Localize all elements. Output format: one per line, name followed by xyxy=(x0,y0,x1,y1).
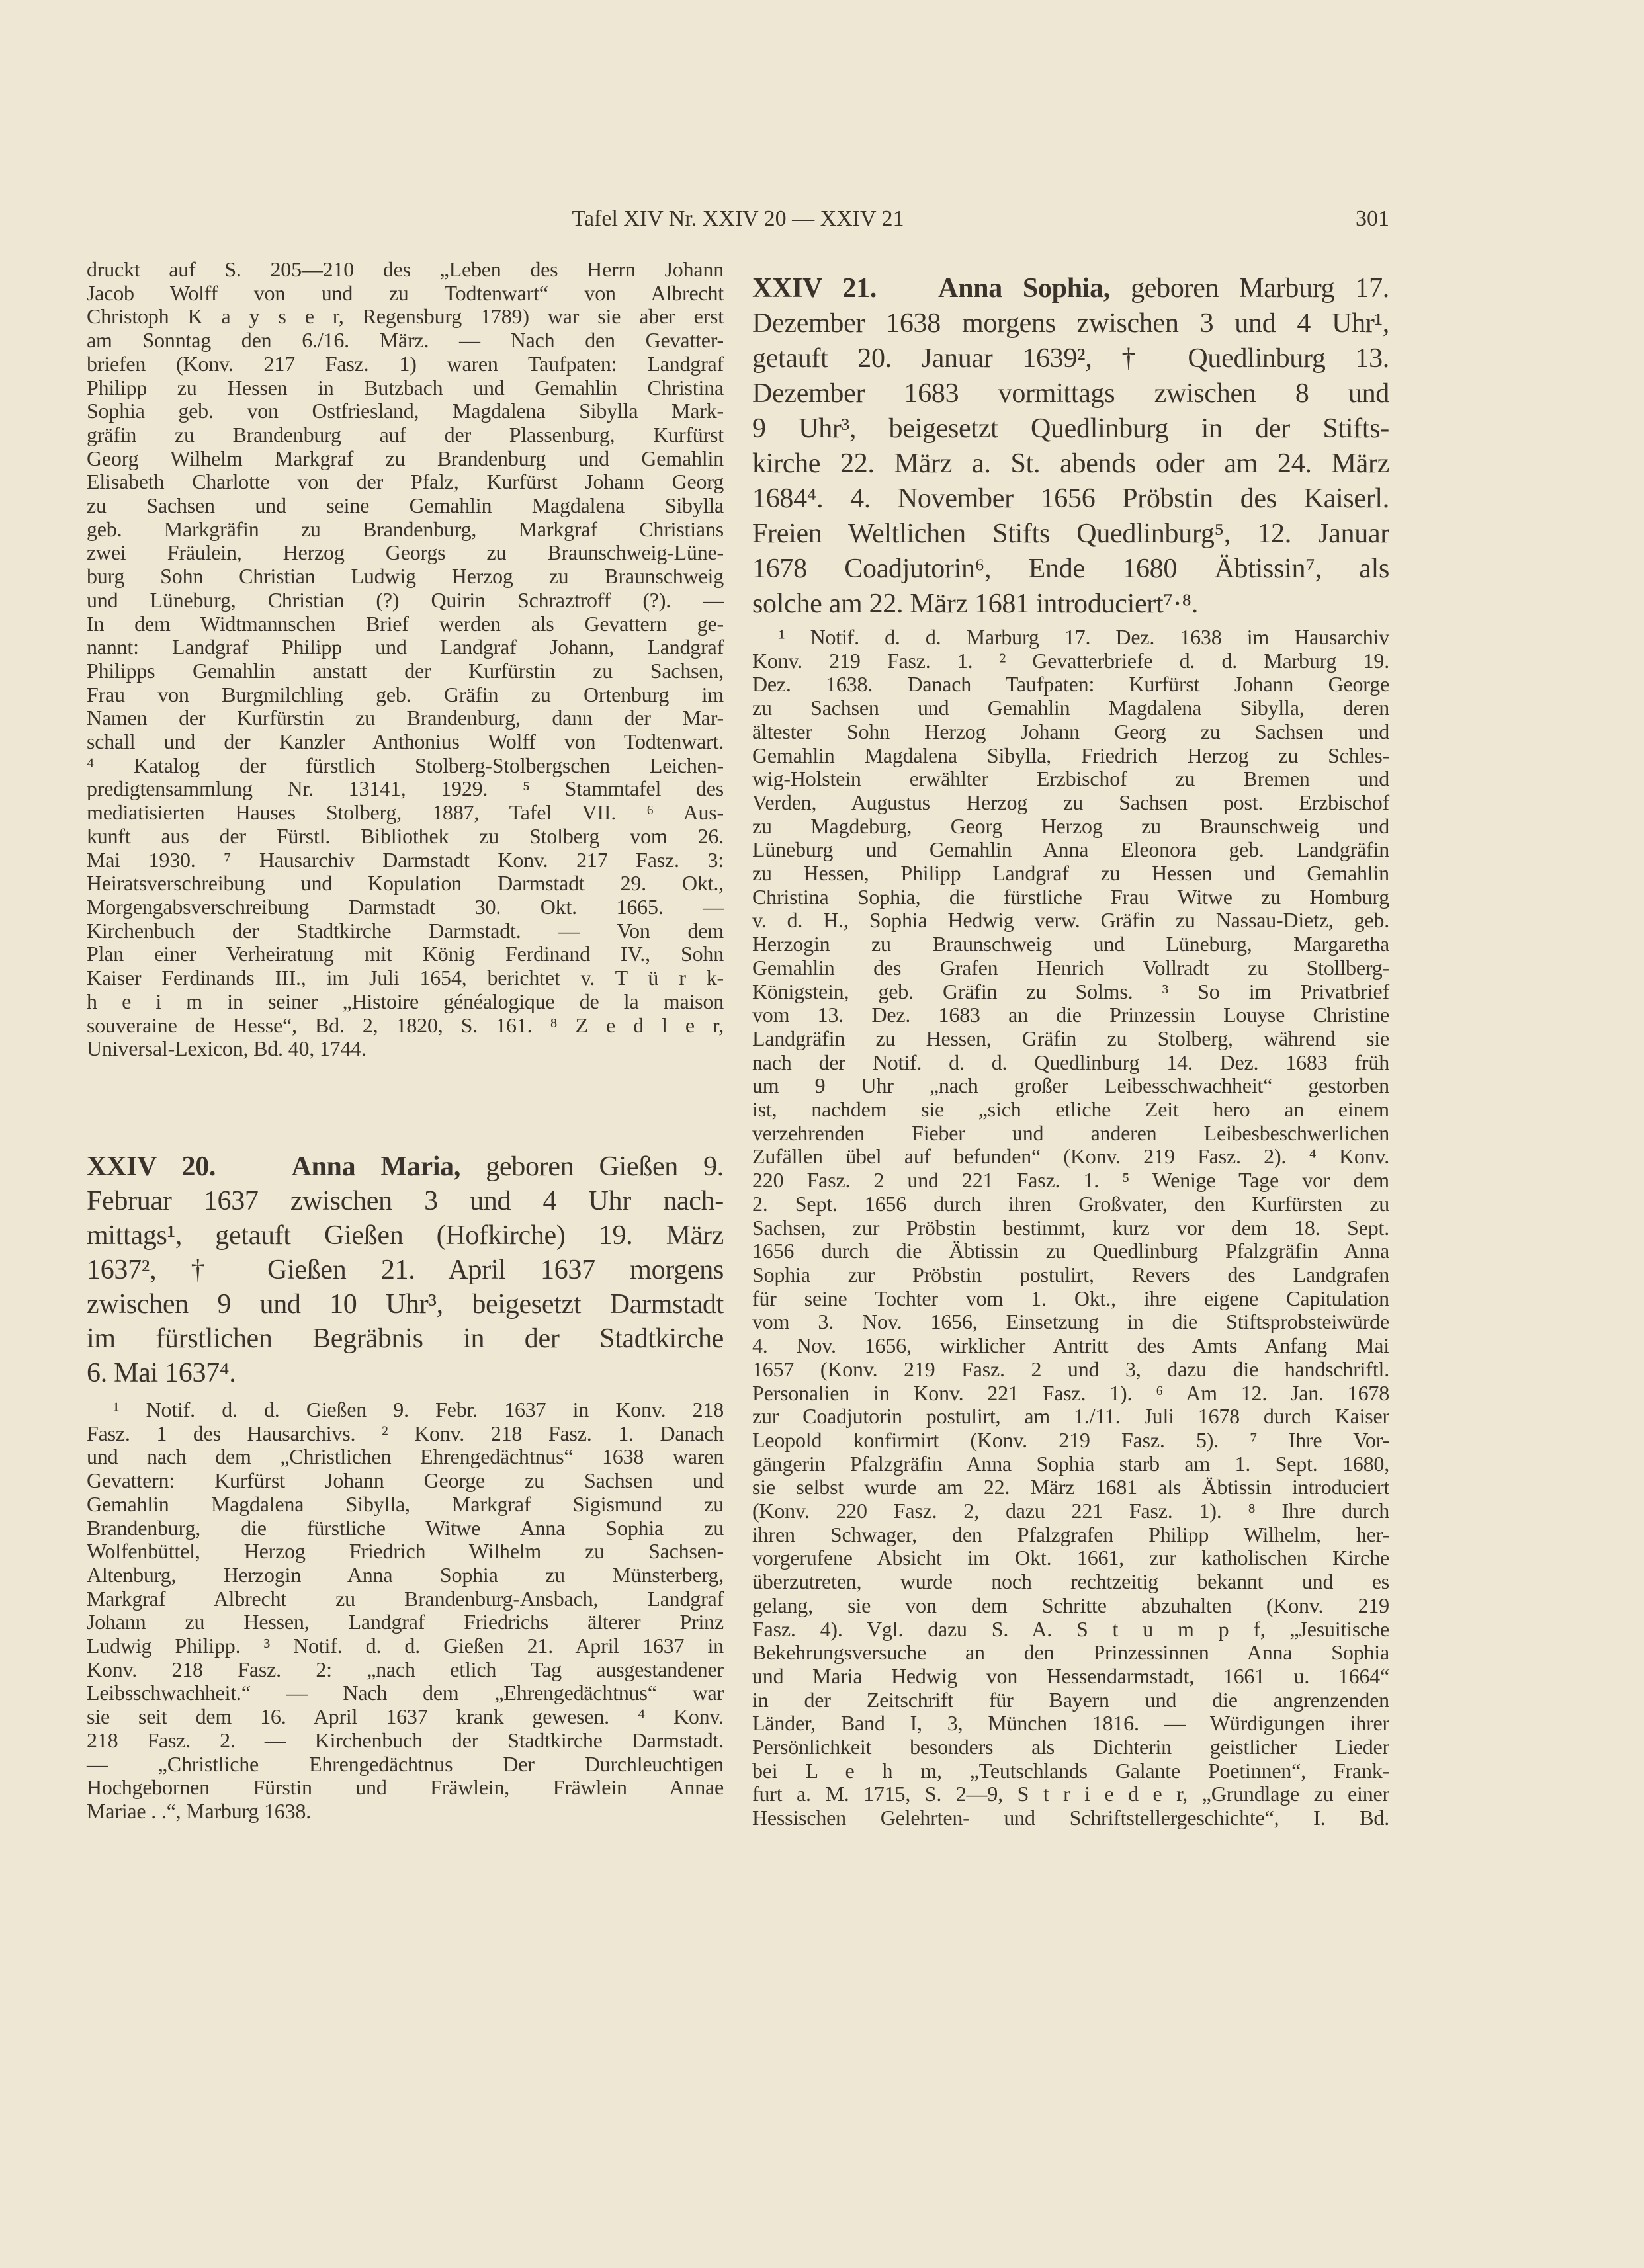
text-line: Fasz. 1 des Hausarchivs. ² Konv. 218 Fasz. 1. Danach xyxy=(87,1421,724,1445)
text-line: Plan einer Verheiratung mit König Ferdinand IV., Sohn xyxy=(87,942,724,966)
entry-xxiv-20 xyxy=(87,1150,724,1390)
text-line: gräfin zu Brandenburg auf der Plassenburg, Kurfürst xyxy=(87,422,724,446)
text-line: kunft aus der Fürstl. Bibliothek zu Stolberg vom 26. xyxy=(87,823,724,848)
text-line: gängerin Pfalzgräfin Anna Sophia starb am 1. Sept. 1680, xyxy=(752,1451,1389,1476)
text-line: ältester Sohn Herzog Johann Georg zu Sachsen und xyxy=(752,719,1389,743)
text-line: und Lüneburg, Christian (?) Quirin Schraztroff (?). — xyxy=(87,587,724,612)
text-line: sie seit dem 16. April 1637 krank gewesen. ⁴ Konv. xyxy=(87,1704,724,1729)
text-line: 218 Fasz. 2. — Kirchenbuch der Stadtkirche Darmstadt. xyxy=(87,1728,724,1752)
text-line: h e i m in seiner „Histoire généalogique de la maison xyxy=(87,989,724,1013)
text-line: Georg Wilhelm Markgraf zu Brandenburg und Gemahlin xyxy=(87,446,724,470)
text-line: Leopold konfirmirt (Konv. 219 Fasz. 5). ⁷ Ihre Vor- xyxy=(752,1427,1389,1452)
text-line: zu Sachsen und seine Gemahlin Magdalena Sibylla xyxy=(87,493,724,518)
text-line: Mariae . .“, Marburg 1638. xyxy=(87,1798,312,1823)
text-line: 1656 durch die Äbtissin zu Quedlinburg Pfalzgräfin Anna xyxy=(752,1239,1389,1263)
text-line: verzehrenden Fieber und anderen Leibesbeschwerlichen xyxy=(752,1120,1389,1145)
text-line: Konv. 219 Fasz. 1. ² Gevatterbriefe d. d. Marburg 19. xyxy=(752,648,1389,673)
text-line: Lüneburg und Gemahlin Anna Eleonora geb. Landgräfin xyxy=(752,837,1389,862)
entry-name: Anna Maria, xyxy=(291,1152,461,1182)
text-line: Dezember 1638 morgens zwischen 3 und 4 Uhr¹, xyxy=(752,308,1389,339)
text-line: Altenburg, Herzogin Anna Sophia zu Münsterberg, xyxy=(87,1562,724,1587)
text-line: 4. Nov. 1656, wirklicher Antritt des Amts Anfang Mai xyxy=(752,1333,1389,1358)
text-line: 1637², † Gießen 21. April 1637 morgens xyxy=(87,1255,724,1285)
text-line: Leibsschwachheit.“ — Nach dem „Ehrengedächtnus“ war xyxy=(87,1681,724,1705)
text-line: v. d. H., Sophia Hedwig verw. Gräfin zu Nassau-Dietz, geb. xyxy=(752,908,1389,933)
text-line: Länder, Band I, 3, München 1816. — Würdigungen ihrer xyxy=(752,1711,1389,1736)
entry-text: geboren Gießen 9. xyxy=(486,1152,724,1182)
text-line: ¹ Notif. d. d. Gießen 9. Febr. 1637 in Konv. 218 xyxy=(113,1398,724,1421)
text-line: und nach dem „Christlichen Ehrengedächtnus“ 1638 waren xyxy=(87,1445,724,1469)
text-line: Christina Sophia, die fürstliche Frau Witwe zu Homburg xyxy=(752,884,1389,909)
text-line: In dem Widtmannschen Brief werden als Gevattern ge- xyxy=(87,611,724,636)
text-line: ist, nachdem sie „sich etliche Zeit hero an einem xyxy=(752,1097,1389,1122)
text-line: ⁴ Katalog der fürstlich Stolberg-Stolbergschen Leichen- xyxy=(87,753,724,777)
text-line: um 9 Uhr „nach großer Leibesschwachheit“ gestorben xyxy=(752,1073,1389,1098)
text-line: predigtensammlung Nr. 13141, 1929. ⁵ Stammtafel des xyxy=(87,777,724,801)
text-line: mediatisierten Hauses Stolberg, 1887, Tafel VII. ⁶ Aus- xyxy=(87,800,724,825)
text-line: Morgengabsverschreibung Darmstadt 30. Okt. 1665. — xyxy=(87,894,724,919)
text-line: Hessischen Gelehrten- und Schriftstellergeschichte“, I. Bd. xyxy=(752,1806,1389,1830)
text-line: bei L e h m, „Teutschlands Galante Poetinnen“, Frank- xyxy=(752,1758,1389,1783)
text-line: Gevattern: Kurfürst Johann George zu Sachsen und xyxy=(87,1468,724,1493)
text-line: Verden, Augustus Herzog zu Sachsen post. Erzbischof xyxy=(752,790,1389,814)
text-line: vorgerufene Absicht im Okt. 1661, zur katholischen Kirche xyxy=(752,1546,1389,1570)
text-line: Hochgebornen Fürstin und Fräwlein, Fräwlein Annae xyxy=(87,1775,724,1800)
text-line: zwei Fräulein, Herzog Georgs zu Braunschweig-Lüne- xyxy=(87,540,724,565)
footnotes-xxiv-20 xyxy=(87,1398,724,1824)
text-line: Persönlichkeit besonders als Dichterin geistlicher Lieder xyxy=(752,1735,1389,1759)
entry-first-line xyxy=(87,1150,724,1184)
text-line: burg Sohn Christian Ludwig Herzog zu Braunschweig xyxy=(87,564,724,589)
text-line: Gemahlin Magdalena Sibylla, Markgraf Sigismund zu xyxy=(87,1491,724,1516)
text-line: und Maria Hedwig von Hessendarmstadt, 1661 u. 1664“ xyxy=(752,1663,1389,1688)
text-line: getauft 20. Januar 1639², † Quedlinburg 13. xyxy=(752,343,1389,374)
text-line: Konv. 218 Fasz. 2: „nach etlich Tag ausgestandener xyxy=(87,1657,724,1681)
text-line: Frau von Burgmilchling geb. Gräfin zu Ortenburg im xyxy=(87,682,724,706)
text-line: ¹ Notif. d. d. Marburg 17. Dez. 1638 im Hausarchiv xyxy=(779,625,1389,649)
footnotes-xxiv-21 xyxy=(752,626,1389,1830)
text-line: Zufällen übel auf befunden“ (Konv. 219 Fasz. 2). ⁴ Konv. xyxy=(752,1144,1389,1169)
text-line: 1684⁴. 4. November 1656 Pröbstin des Kaiserl. xyxy=(752,483,1389,514)
text-line: schall und der Kanzler Anthonius Wolff von Todtenwart. xyxy=(87,730,724,754)
text-line: Dezember 1683 vormittags zwischen 8 und xyxy=(752,378,1389,409)
text-line: Sophia zur Pröbstin postulirt, Revers des Landgrafen xyxy=(752,1262,1389,1286)
text-line: zur Coadjutorin postulirt, am 1./11. Juli 1678 durch Kaiser xyxy=(752,1404,1389,1429)
text-line: mittags¹, getauft Gießen (Hofkirche) 19. März xyxy=(87,1220,724,1251)
text-line: druckt auf S. 205—210 des „Leben des Herrn Johann xyxy=(87,257,724,281)
text-line: Königstein, geb. Gräfin zu Solms. ³ So im Privatbrief xyxy=(752,979,1389,1003)
running-title: Tafel XIV Nr. XXIV 20 — XXIV 21 xyxy=(572,206,904,231)
text-line: Wolfenbüttel, Herzog Friedrich Wilhelm zu Sachsen- xyxy=(87,1539,724,1564)
text-line: vom 13. Dez. 1683 an die Prinzessin Louyse Christine xyxy=(752,1003,1389,1027)
text-line: ihren Schwager, den Pfalzgrafen Philipp Wilhelm, her- xyxy=(752,1522,1389,1546)
text-line: furt a. M. 1715, S. 2—9, S t r i e d e r, „Grundlage zu einer xyxy=(752,1782,1389,1806)
text-line: — „Christliche Ehrengedächtnus Der Durchleuchtigen xyxy=(87,1751,724,1776)
text-line: zu Hessen, Philipp Landgraf zu Hessen und Gemahlin xyxy=(752,861,1389,886)
text-line: nannt: Landgraf Philipp und Landgraf Johann, Landgraf xyxy=(87,635,724,659)
text-line: am Sonntag den 6./16. März. — Nach den Gevatter- xyxy=(87,328,724,353)
text-line: 1678 Coadjutorin⁶, Ende 1680 Äbtissin⁷, als xyxy=(752,554,1389,584)
text-line: Namen der Kurfürstin zu Brandenburg, dann der Mar- xyxy=(87,706,724,730)
text-line: Ludwig Philipp. ³ Notif. d. d. Gießen 21. April 1637 in xyxy=(87,1634,724,1658)
text-line: 2. Sept. 1656 durch ihren Großvater, den Kurfürsten zu xyxy=(752,1191,1389,1216)
text-line: sie selbst wurde am 22. März 1681 als Äbtissin introduciert xyxy=(752,1475,1389,1499)
text-line: geb. Markgräfin zu Brandenburg, Markgraf Christians xyxy=(87,517,724,541)
text-line: Februar 1637 zwischen 3 und 4 Uhr nach- xyxy=(87,1186,724,1216)
text-line: zu Sachsen und Gemahlin Magdalena Sibylla, deren xyxy=(752,696,1389,720)
text-line: 6. Mai 1637⁴. xyxy=(87,1358,236,1388)
text-line: im fürstlichen Begräbnis in der Stadtkirche xyxy=(87,1323,724,1354)
entry-number: XXIV 21. xyxy=(752,273,877,304)
entry-body xyxy=(752,306,1389,622)
text-line: zwischen 9 und 10 Uhr³, beigesetzt Darmstadt xyxy=(87,1289,724,1320)
text-line: Philipps Gemahlin anstatt der Kurfürstin zu Sachsen, xyxy=(87,658,724,683)
entry-body xyxy=(87,1184,724,1390)
entry-first-line xyxy=(752,271,1389,306)
text-line: für seine Tochter vom 1. Okt., ihre eigene Capitulation xyxy=(752,1286,1389,1310)
text-line: kirche 22. März a. St. abends oder am 24. März xyxy=(752,448,1389,479)
text-line: wig-Holstein erwählter Erzbischof zu Bremen und xyxy=(752,767,1389,791)
text-line: in der Zeitschrift für Bayern und die angrenzenden xyxy=(752,1687,1389,1712)
text-line: Fasz. 4). Vgl. dazu S. A. S t u m p f, „Jesuitische xyxy=(752,1617,1389,1641)
text-line: nach der Notif. d. d. Quedlinburg 14. Dez. 1683 früh xyxy=(752,1050,1389,1074)
text-line: Herzogin zu Braunschweig und Lüneburg, Margaretha xyxy=(752,932,1389,956)
text-line: Gemahlin des Grafen Henrich Vollradt zu Stollberg- xyxy=(752,955,1389,980)
text-line: Freien Weltlichen Stifts Quedlinburg⁵, 12. Januar xyxy=(752,519,1389,549)
page-number: 301 xyxy=(1356,206,1389,231)
text-line: Personalien in Konv. 221 Fasz. 1). ⁶ Am 12. Jan. 1678 xyxy=(752,1380,1389,1405)
text-line: Brandenburg, die fürstliche Witwe Anna Sophia zu xyxy=(87,1515,724,1540)
text-line: 9 Uhr³, beigesetzt Quedlinburg in der Stifts- xyxy=(752,413,1389,444)
entry-number: XXIV 20. xyxy=(87,1152,216,1182)
text-line: Christoph K a y s e r, Regensburg 1789) war sie aber erst xyxy=(87,304,724,329)
text-line: briefen (Konv. 217 Fasz. 1) waren Taufpaten: Landgraf xyxy=(87,351,724,376)
entry-name: Anna Sophia, xyxy=(938,273,1111,304)
entry-xxiv-21 xyxy=(752,271,1389,622)
entry-text: geboren Marburg 17. xyxy=(1131,273,1389,304)
text-line: Sophia geb. von Ostfriesland, Magdalena Sibylla Mark- xyxy=(87,399,724,423)
text-line: Gemahlin Magdalena Sibylla, Friedrich Herzog zu Schles- xyxy=(752,743,1389,767)
text-line: Markgraf Albrecht zu Brandenburg-Ansbach, Landgraf xyxy=(87,1586,724,1611)
text-line: Elisabeth Charlotte von der Pfalz, Kurfürst Johann Georg xyxy=(87,470,724,494)
text-line: Sachsen, zur Pröbstin bestimmt, kurz vor dem 18. Sept. xyxy=(752,1215,1389,1239)
text-line: souveraine de Hesse“, Bd. 2, 1820, S. 161. ⁸ Z e d l e r, xyxy=(87,1013,724,1037)
text-line: Jacob Wolff von und zu Todtenwart“ von Albrecht xyxy=(87,280,724,305)
text-line: Dez. 1638. Danach Taufpaten: Kurfürst Johann George xyxy=(752,672,1389,696)
text-line: gelang, sie von dem Schritte abzuhalten (Konv. 219 xyxy=(752,1593,1389,1617)
text-line: Mai 1930. ⁷ Hausarchiv Darmstadt Konv. 217 Fasz. 3: xyxy=(87,847,724,872)
text-line: Bekehrungsversuche an den Prinzessinnen Anna Sophia xyxy=(752,1640,1389,1665)
text-line: Kirchenbuch der Stadtkirche Darmstadt. — Von dem xyxy=(87,918,724,943)
text-line: Johann zu Hessen, Landgraf Friedrichs älterer Prinz xyxy=(87,1610,724,1634)
text-line: 220 Fasz. 2 und 221 Fasz. 1. ⁵ Wenige Tage vor dem xyxy=(752,1168,1389,1193)
page-header xyxy=(87,206,1389,237)
text-line: solche am 22. März 1681 introduciert⁷·⁸. xyxy=(752,589,1198,619)
text-line: Universal-Lexicon, Bd. 40, 1744. xyxy=(87,1036,367,1061)
text-line: Heiratsverschreibung und Kopulation Darmstadt 29. Okt., xyxy=(87,871,724,896)
text-line: (Konv. 220 Fasz. 2, dazu 221 Fasz. 1). ⁸ Ihre durch xyxy=(752,1499,1389,1523)
text-line: zu Magdeburg, Georg Herzog zu Braunschweig und xyxy=(752,814,1389,838)
text-line: Landgräfin zu Hessen, Gräfin zu Stolberg, während sie xyxy=(752,1026,1389,1050)
text-line: Kaiser Ferdinands III., im Juli 1654, berichtet v. T ü r k- xyxy=(87,966,724,990)
footnotes-continued xyxy=(87,258,724,1061)
text-line: 1657 (Konv. 219 Fasz. 2 und 3, dazu die handschriftl. xyxy=(752,1357,1389,1381)
text-line: vom 3. Nov. 1656, Einsetzung in die Stiftsprobsteiwürde xyxy=(752,1310,1389,1334)
text-line: Philipp zu Hessen in Butzbach und Gemahlin Christina xyxy=(87,375,724,399)
text-line: überzutreten, wurde noch rechtzeitig bekannt und es xyxy=(752,1570,1389,1594)
